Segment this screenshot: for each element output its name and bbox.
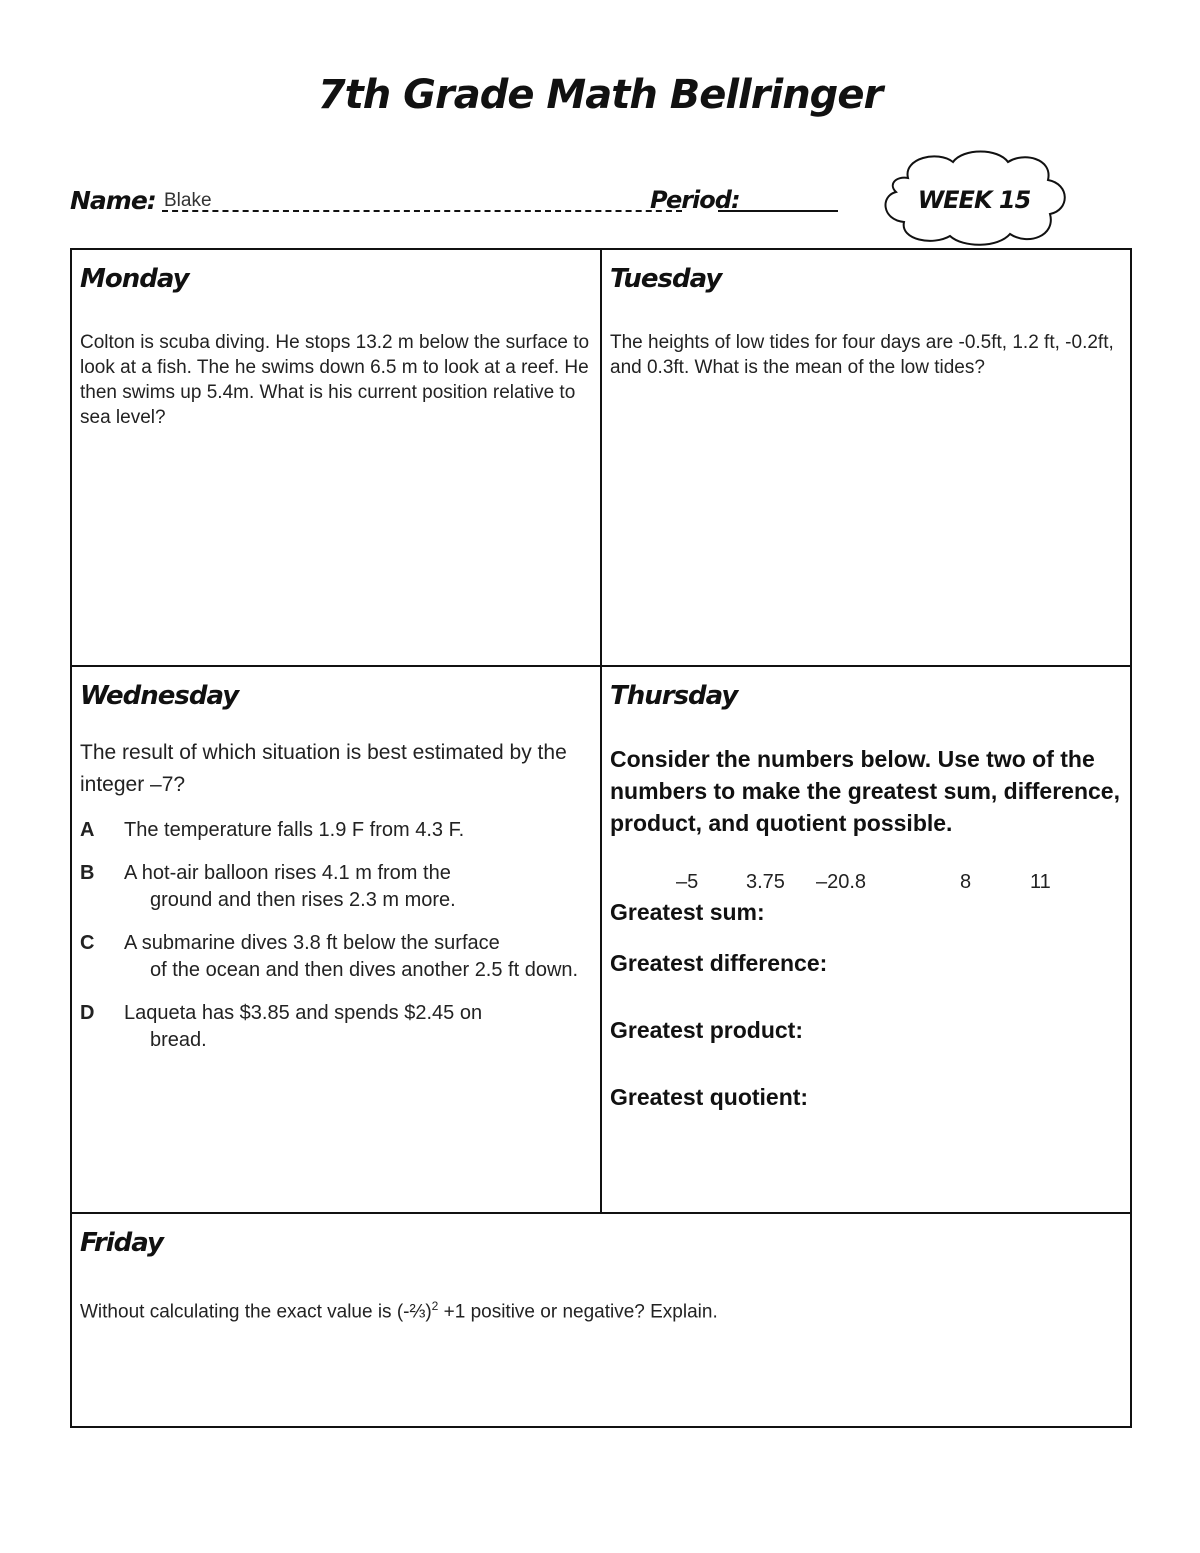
option-text-continued: bread. <box>150 1029 207 1051</box>
tuesday-cell <box>602 250 1132 667</box>
option-text-continued: ground and then rises 2.3 m more. <box>150 889 456 911</box>
option-text: A submarine dives 3.8 ft below the surface <box>124 932 500 954</box>
option-a <box>80 817 590 844</box>
number-item: –20.8 <box>816 871 867 893</box>
greatest-quotient-label: Greatest quotient: <box>610 1084 809 1110</box>
name-value: Blake <box>164 190 212 211</box>
option-text: The temperature falls 1.9 F from 4.3 F. <box>124 819 465 841</box>
tuesday-question: The heights of low tides for four days are -0.5ft, 1.2 ft, -0.2ft, and 0.3ft. What is the mean of the low tides? <box>610 332 1114 378</box>
option-c <box>80 930 590 984</box>
wednesday-cell <box>72 667 602 1214</box>
number-list <box>610 871 1140 899</box>
period-label: Period: <box>650 186 740 214</box>
wednesday-label: Wednesday <box>80 681 239 711</box>
period-field[interactable] <box>718 180 838 212</box>
number-item: –5 <box>676 871 699 893</box>
option-letter: A <box>80 819 95 841</box>
number-item: 3.75 <box>746 871 785 893</box>
greatest-sum-label: Greatest sum: <box>610 899 765 925</box>
option-letter: B <box>80 862 95 884</box>
name-label: Name: <box>70 186 156 215</box>
week-label: WEEK 15 <box>917 186 1031 214</box>
option-letter: D <box>80 1002 95 1024</box>
option-letter: C <box>80 932 95 954</box>
friday-question-end: +1 positive or negative? Explain. <box>438 1301 718 1323</box>
name-row <box>70 180 870 220</box>
greatest-difference-label: Greatest difference: <box>610 950 828 976</box>
greatest-product-label: Greatest product: <box>610 1017 803 1043</box>
friday-exponent: 2 <box>431 1299 439 1313</box>
option-text-continued: of the ocean and then dives another 2.5 ft down. <box>150 959 579 981</box>
monday-question: Colton is scuba diving. He stops 13.2 m below the surface to look at a fish. The he swims down 6.5 m to look at a reef. He then swims up 5.4m. What is his current position relative to sea level? <box>80 332 590 428</box>
tuesday-label: Tuesday <box>610 264 722 294</box>
monday-label: Monday <box>80 264 189 294</box>
friday-cell <box>72 1214 1132 1428</box>
number-item: 11 <box>1030 871 1051 893</box>
option-text: A hot-air balloon rises 4.1 m from the <box>124 862 451 884</box>
option-text: Laqueta has $3.85 and spends $2.45 on <box>124 1002 483 1024</box>
option-b <box>80 860 590 914</box>
page-title: 7th Grade Math Bellringer <box>317 72 883 118</box>
friday-question <box>80 1294 1122 1324</box>
wednesday-question: The result of which situation is best estimated by the integer –7? <box>80 741 567 796</box>
thursday-question: Consider the numbers below. Use two of the numbers to make the greatest sum, difference, product, and quotient possible. <box>610 746 1120 836</box>
friday-label: Friday <box>80 1228 163 1258</box>
name-field[interactable] <box>162 180 682 212</box>
option-d <box>80 1000 590 1054</box>
friday-question-start: Without calculating the exact value is (-⅔) <box>80 1301 432 1323</box>
number-item: 8 <box>960 871 972 893</box>
bellringer-grid <box>70 248 1132 1428</box>
thursday-label: Thursday <box>610 681 738 711</box>
monday-cell <box>72 250 602 667</box>
thursday-cell <box>602 667 1132 1214</box>
